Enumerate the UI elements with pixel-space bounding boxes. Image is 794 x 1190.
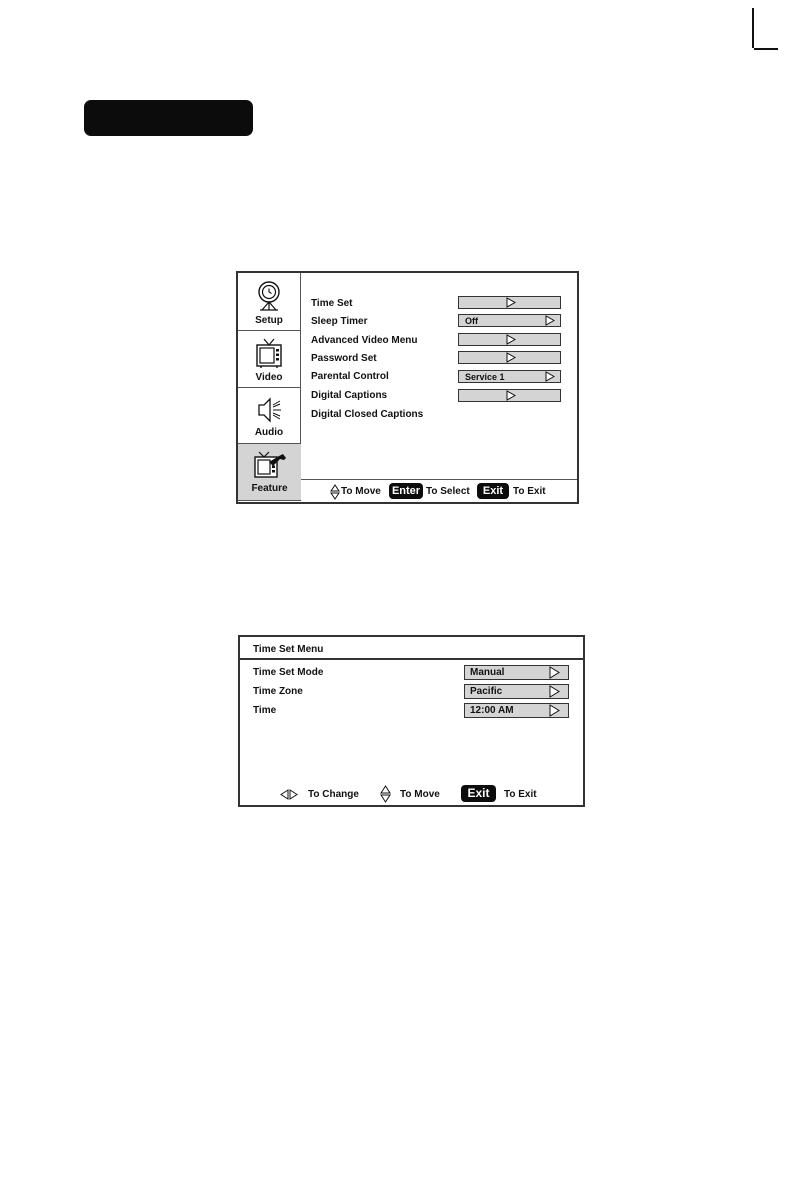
speaker-icon bbox=[256, 396, 282, 424]
field-value: 12:00 AM bbox=[470, 705, 514, 716]
menu-item-sleep-timer[interactable]: Sleep Timer bbox=[311, 316, 368, 327]
time-set-mode-field[interactable] bbox=[464, 665, 569, 680]
arrow-right-icon bbox=[549, 666, 560, 679]
crop-mark-horizontal bbox=[754, 48, 778, 50]
menu-item-password-set[interactable]: Password Set bbox=[311, 353, 377, 364]
sidebar-item-label: Audio bbox=[254, 427, 284, 438]
arrow-right-icon bbox=[545, 371, 555, 382]
title-divider bbox=[240, 658, 583, 660]
crop-mark-vertical bbox=[752, 8, 754, 48]
menu-footer bbox=[301, 479, 577, 503]
left-right-arrow-icon bbox=[280, 789, 298, 800]
sidebar-item-label: Video bbox=[255, 372, 283, 383]
select-hint: To Select bbox=[426, 486, 470, 497]
sleep-timer-field[interactable] bbox=[458, 314, 561, 327]
panel-title: Time Set Menu bbox=[253, 644, 324, 655]
enter-key: Enter bbox=[389, 483, 423, 499]
menu-item-time-set-mode[interactable]: Time Set Mode bbox=[253, 667, 324, 678]
arrow-right-icon bbox=[506, 297, 516, 308]
sidebar-item-label: Setup bbox=[255, 315, 283, 326]
feature-tv-icon bbox=[253, 450, 287, 480]
sidebar-item-feature[interactable] bbox=[238, 444, 301, 501]
arrow-right-icon bbox=[549, 704, 560, 717]
sidebar-item-audio[interactable] bbox=[238, 388, 301, 444]
exit-key: Exit bbox=[477, 483, 509, 499]
move-hint: To Move bbox=[341, 486, 381, 497]
menu-item-parental-control[interactable]: Parental Control bbox=[311, 371, 389, 382]
parental-control-field[interactable] bbox=[458, 370, 561, 383]
field-value: Service 1 bbox=[465, 372, 505, 382]
time-zone-field[interactable] bbox=[464, 684, 569, 699]
field-value: Off bbox=[465, 316, 478, 326]
time-set-menu-panel bbox=[238, 635, 585, 807]
menu-item-time-zone[interactable]: Time Zone bbox=[253, 686, 303, 697]
menu-item-advanced-video-menu[interactable]: Advanced Video Menu bbox=[311, 335, 418, 346]
menu-item-digital-captions[interactable]: Digital Captions bbox=[311, 390, 388, 401]
arrow-right-icon bbox=[506, 352, 516, 363]
field-value: Pacific bbox=[470, 686, 503, 697]
menu-sidebar bbox=[238, 273, 301, 501]
field-value: Manual bbox=[470, 667, 505, 678]
section-tab bbox=[84, 100, 253, 136]
exit-key: Exit bbox=[461, 785, 496, 802]
move-hint: To Move bbox=[400, 789, 440, 800]
time-field[interactable] bbox=[464, 703, 569, 718]
change-hint: To Change bbox=[308, 789, 359, 800]
up-down-arrow-icon bbox=[380, 785, 391, 803]
sidebar-item-setup[interactable] bbox=[238, 273, 301, 331]
arrow-right-icon bbox=[506, 334, 516, 345]
arrow-right-icon bbox=[545, 315, 555, 326]
menu-item-digital-closed-captions[interactable]: Digital Closed Captions bbox=[311, 409, 424, 420]
tv-icon bbox=[255, 337, 283, 369]
password-set-field[interactable] bbox=[458, 351, 561, 364]
digital-captions-field[interactable] bbox=[458, 389, 561, 402]
time-set-field[interactable] bbox=[458, 296, 561, 309]
exit-hint: To Exit bbox=[513, 486, 546, 497]
feature-menu-panel bbox=[236, 271, 579, 504]
sidebar-item-label: Feature bbox=[251, 483, 288, 494]
setup-icon bbox=[256, 281, 282, 311]
up-down-arrow-icon bbox=[330, 484, 340, 500]
menu-item-time-set[interactable]: Time Set bbox=[311, 298, 353, 309]
exit-hint: To Exit bbox=[504, 789, 537, 800]
advanced-video-menu-field[interactable] bbox=[458, 333, 561, 346]
arrow-right-icon bbox=[506, 390, 516, 401]
arrow-right-icon bbox=[549, 685, 560, 698]
menu-item-time[interactable]: Time bbox=[253, 705, 277, 716]
sidebar-item-video[interactable] bbox=[238, 331, 301, 388]
